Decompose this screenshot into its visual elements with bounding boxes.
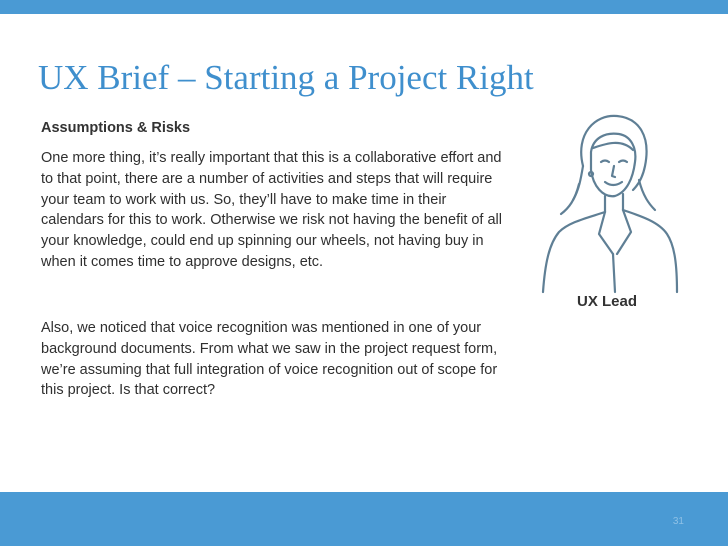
persona-label: UX Lead <box>577 293 638 310</box>
section-heading: Assumptions & Risks <box>41 120 191 136</box>
footer-bar <box>0 492 728 546</box>
body-paragraph-2: Also, we noticed that voice recognition was mentioned in one of your background documents. From what we saw in the project request form, we’re assuming that full integration of voice recognition out of scope for this project. Is that correct? <box>41 320 498 399</box>
slide-title: UX Brief – Starting a Project Right <box>38 58 534 97</box>
body-paragraph-1: One more thing, it’s really important that this is a collaborative effort and to that point, there are a number of activities and steps that will require your team to work with us. So, they’ll have to make time in their calendars for this to work. Otherwise we risk not having the benefit of all your knowledge, could end up spinning our wheels, not having buy in when it comes time to approve designs, etc. <box>41 150 502 270</box>
ux-lead-illustration-icon <box>535 104 680 294</box>
page-number: 31 <box>672 516 684 527</box>
top-accent-bar <box>0 0 728 14</box>
